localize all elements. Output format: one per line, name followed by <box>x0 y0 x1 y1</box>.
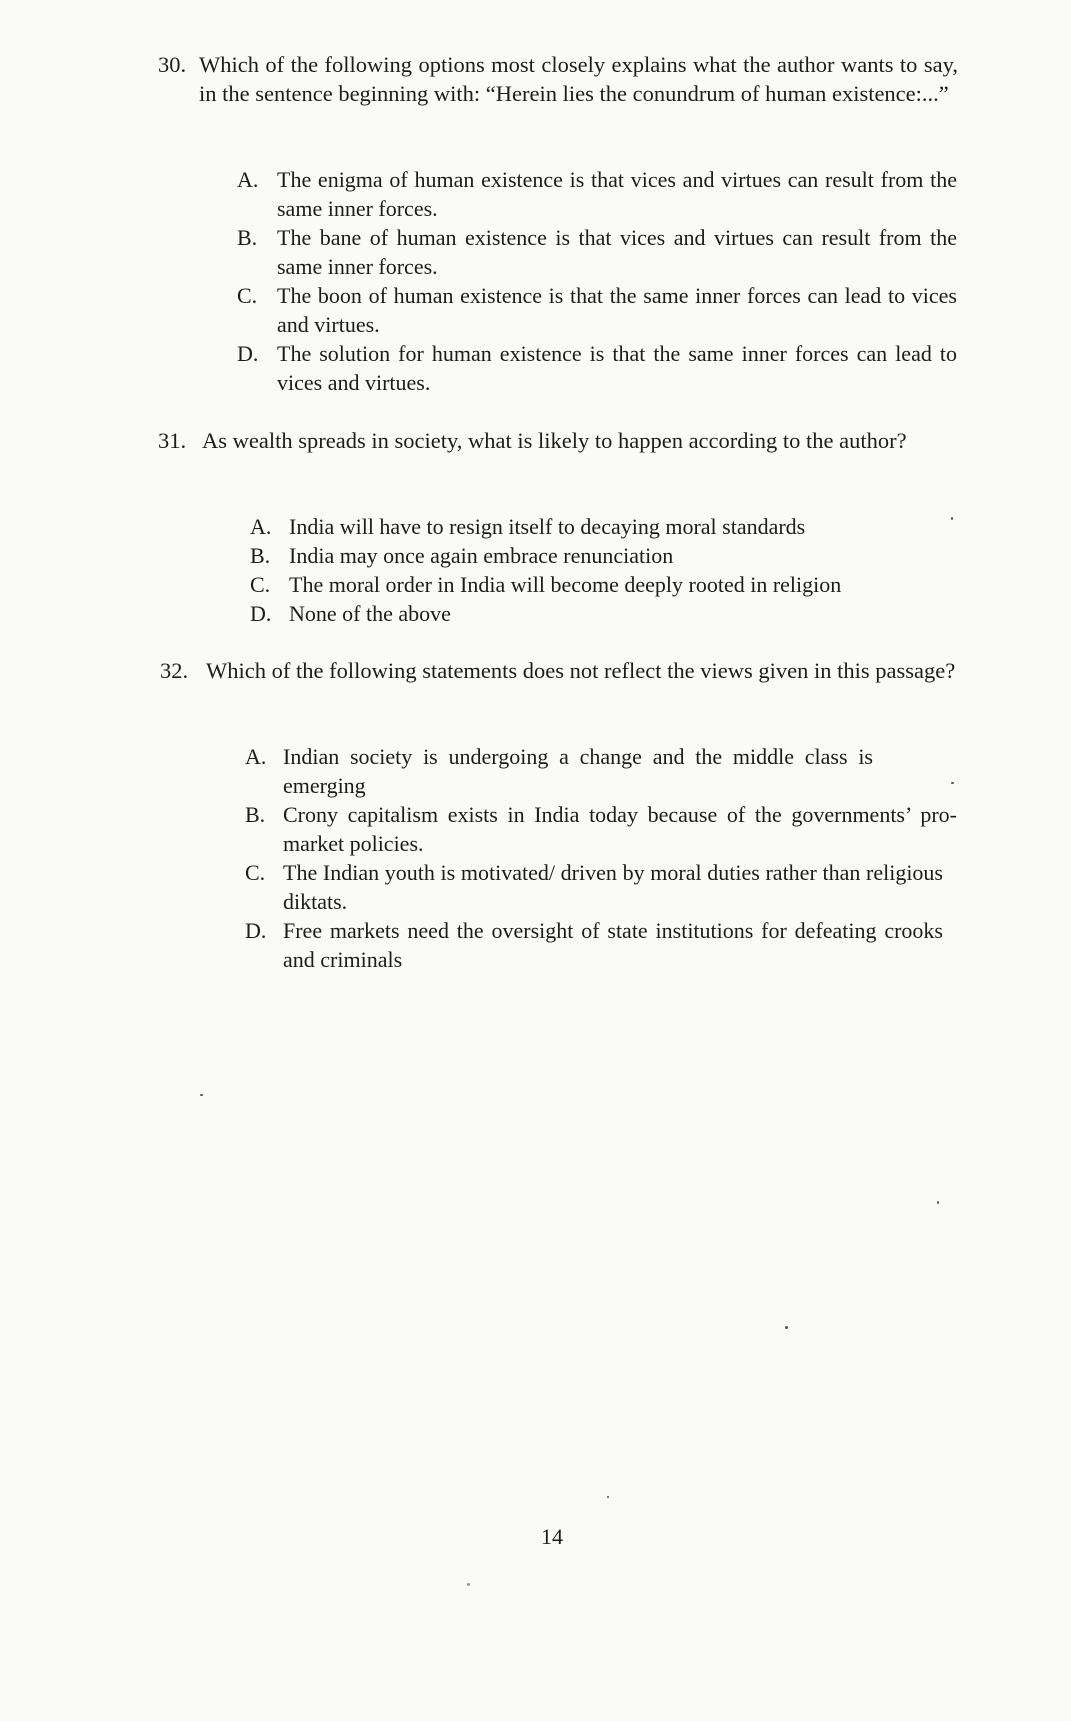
option-letter: C. <box>250 572 271 597</box>
option-letter: D. <box>250 601 272 626</box>
question-31-options <box>250 512 950 628</box>
scan-speck <box>785 1326 788 1329</box>
option-c <box>237 281 957 339</box>
option-b <box>245 800 957 858</box>
scan-speck <box>607 1496 609 1498</box>
option-text: India may once again embrace renunciation <box>289 543 674 568</box>
page-number: 14 <box>541 1524 563 1549</box>
option-c <box>245 858 957 916</box>
option-letter: C. <box>245 860 266 885</box>
scan-speck <box>951 517 953 520</box>
scan-speck <box>937 1201 939 1204</box>
option-letter: C. <box>237 283 258 308</box>
scan-speck <box>200 1094 203 1096</box>
question-30-options <box>237 165 957 397</box>
question-text: Which of the following options most closely explains what the author wants to say, in the sentence beginning with: “Herein lies the conundrum of human existence:...” <box>199 52 958 106</box>
question-text: Which of the following statements does not reflect the views given in this passage? <box>206 658 956 683</box>
question-number: 30. <box>158 52 187 77</box>
option-letter: B. <box>237 225 258 250</box>
question-text: As wealth spreads in society, what is likely to happen according to the author? <box>202 428 907 453</box>
option-a <box>250 512 950 541</box>
question-number: 32. <box>160 658 189 683</box>
option-text: Indian society is undergoing a change and the middle class is emerging <box>283 744 873 798</box>
option-letter: A. <box>245 744 267 769</box>
question-30 <box>158 50 958 108</box>
option-text: The bane of human existence is that vices and virtues can result from the same inner forces. <box>277 225 957 279</box>
question-32 <box>160 656 962 685</box>
question-32-options <box>245 742 957 974</box>
question-31 <box>158 426 960 455</box>
option-b <box>250 541 950 570</box>
option-c <box>250 570 950 599</box>
option-a <box>237 165 957 223</box>
option-text: The enigma of human existence is that vices and virtues can result from the same inner forces. <box>277 167 957 221</box>
option-text: The boon of human existence is that the same inner forces can lead to vices and virtues. <box>277 283 957 337</box>
option-text: The moral order in India will become deeply rooted in religion <box>289 572 842 597</box>
option-letter: A. <box>250 514 272 539</box>
option-letter: D. <box>237 341 259 366</box>
option-d <box>237 339 957 397</box>
option-d <box>245 916 957 974</box>
option-text: None of the above <box>289 601 451 626</box>
option-a <box>245 742 957 800</box>
scan-speck <box>467 1583 470 1586</box>
option-text: Free markets need the oversight of state institutions for defeating crooks and criminals <box>283 918 943 972</box>
option-letter: B. <box>250 543 271 568</box>
option-text: The Indian youth is motivated/ driven by moral duties rather than religious diktats. <box>283 860 943 914</box>
option-d <box>250 599 950 628</box>
option-letter: B. <box>245 802 266 827</box>
option-b <box>237 223 957 281</box>
question-number: 31. <box>158 428 187 453</box>
option-letter: D. <box>245 918 267 943</box>
scan-speck <box>951 782 954 784</box>
option-letter: A. <box>237 167 259 192</box>
option-text: The solution for human existence is that the same inner forces can lead to vices and virtues. <box>277 341 957 395</box>
option-text: Crony capitalism exists in India today because of the governments’ pro- market policies. <box>283 802 957 856</box>
option-text: India will have to resign itself to decaying moral standards <box>289 514 806 539</box>
